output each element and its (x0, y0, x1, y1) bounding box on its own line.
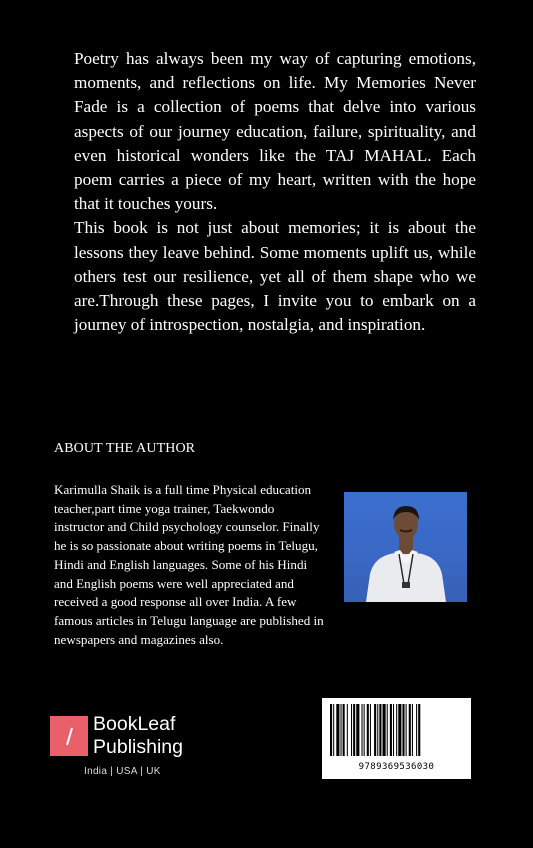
publisher-name-line-2: Publishing (93, 736, 183, 758)
isbn-barcode (322, 698, 471, 779)
blurb-paragraph-2: This book is not just about memories; it is about the lessons they leave behind. Some moments uplift us, while others test our resilience, yet all of them shape who we are.Through these pages, I invite you to embark on a journey of introspection, nostalgia, and inspiration. (74, 218, 476, 335)
publisher-name (93, 713, 183, 759)
author-bio: Karimulla Shaik is a full time Physical education teacher,part time yoga trainer, Taekwondo instructor and Child psychology counselor. Finally he is so passionate about writing poems in Telugu, Hindi and English languages. Some of his Hindi and English poems were well appreciated and received a good response all over India. A few famous articles in Telugu language are published in newspapers and magazines also. (54, 482, 324, 647)
author-photo (344, 492, 467, 602)
about-author-heading: ABOUT THE AUTHOR (54, 441, 196, 456)
bookleaf-logo-icon (50, 716, 88, 756)
back-cover-blurb (74, 47, 476, 337)
barcode-bars (322, 698, 471, 762)
author-portrait-illustration (344, 492, 467, 602)
isbn-number: 9789369536030 (358, 762, 435, 772)
publisher-name-line-1: BookLeaf (93, 713, 176, 735)
publisher-regions: India | USA | UK (84, 766, 161, 777)
blurb-paragraph-1: Poetry has always been my way of capturing emotions, moments, and reflections on life. My Memories Never Fade is a collection of poems that delve into various aspects of our journey education, failure, spirituality, and even historical wonders like the TAJ MAHAL. Each poem carries a piece of my heart, written with the hope that it touches yours. (74, 49, 476, 214)
